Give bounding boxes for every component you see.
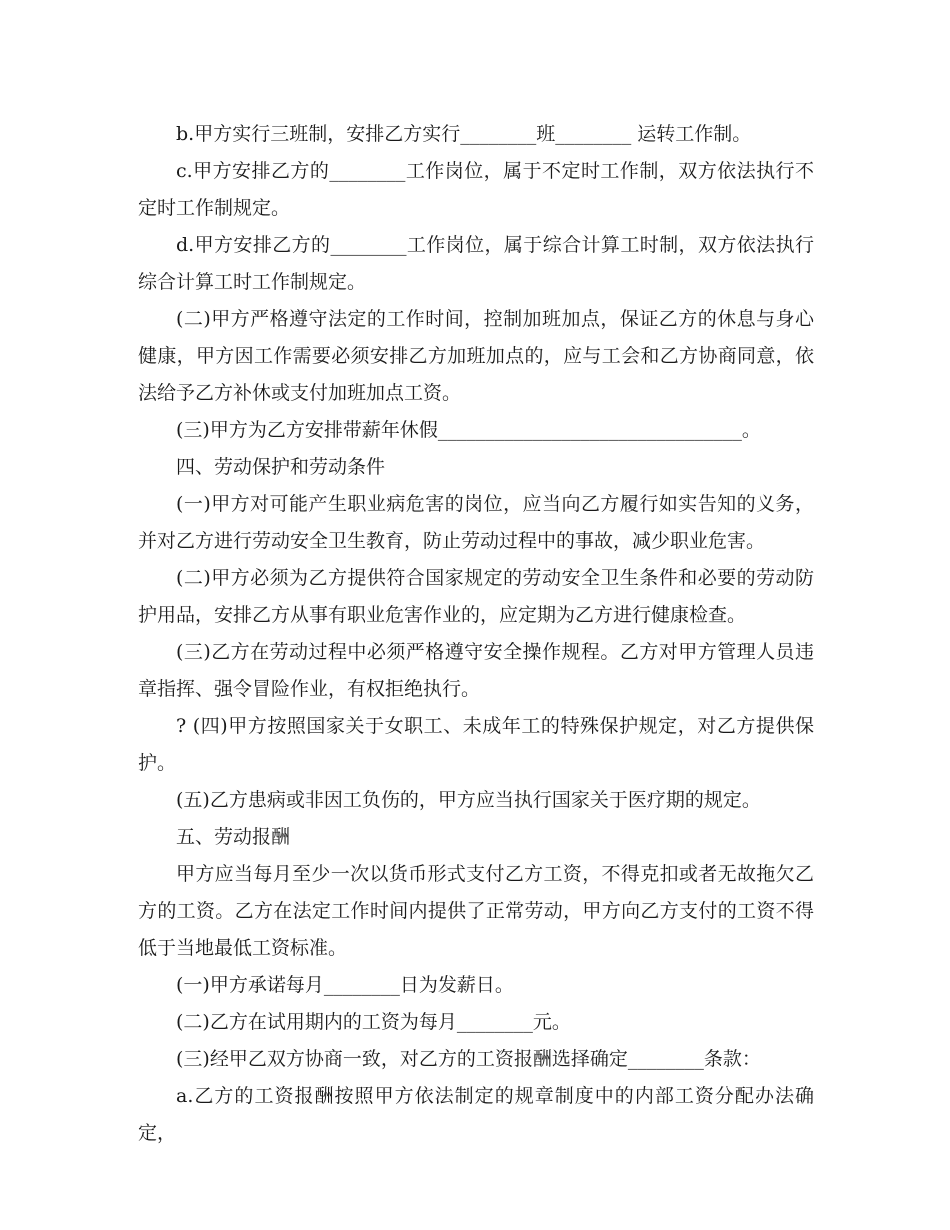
section-heading-labor-protection: 四、劳动保护和劳动条件 — [176, 456, 386, 478]
paragraph-probation-wage: (二)乙方在试用期内的工资为每月________元。 — [176, 1011, 571, 1033]
paragraph-occupational-hazard: (一)甲方对可能产生职业病危害的岗位，应当向乙方履行如实告知的义务，并对乙方进行劳动安全卫生教育，防止劳动过程中的事故，减少职业危害。 — [138, 493, 814, 552]
paragraph-overtime: (二)甲方严格遵守法定的工作时间，控制加班加点，保证乙方的休息与身心健康，甲方因工作需要必须安排乙方加班加点的，应与工会和乙方协商同意，依法给予乙方补休或支付加班加点工资。 — [138, 308, 814, 404]
paragraph-medical-period: (五)乙方患病或非因工负伤的，甲方应当执行国家关于医疗期的规定。 — [176, 789, 761, 811]
paragraph-safety-conditions: (二)甲方必须为乙方提供符合国家规定的劳动安全卫生条件和必要的劳动防护用品，安排乙方从事有职业危害作业的，应定期为乙方进行健康检查。 — [138, 567, 814, 626]
paragraph-special-protection: ? (四)甲方按照国家关于女职工、未成年工的特殊保护规定，对乙方提供保护。 — [138, 715, 814, 774]
paragraph-wage-clause: (三)经甲乙双方协商一致，对乙方的工资报酬选择确定________条款： — [176, 1048, 761, 1070]
paragraph-c-flexible-hours: c.甲方安排乙方的________工作岗位，属于不定时工作制，双方依法执行不定时工作制规定。 — [138, 160, 814, 219]
paragraph-d-comprehensive-hours: d.甲方安排乙方的________工作岗位，属于综合计算工时制，双方依法执行综合计算工时工作制规定。 — [138, 234, 814, 293]
paragraph-wage-payment: 甲方应当每月至少一次以货币形式支付乙方工资，不得克扣或者无故拖欠乙方的工资。乙方在法定工作时间内提供了正常劳动，甲方向乙方支付的工资不得低于当地最低工资标准。 — [138, 863, 814, 959]
paragraph-b-three-shift: b.甲方实行三班制，安排乙方实行________班________ 运转工作制。 — [176, 123, 752, 145]
document-body — [138, 116, 814, 1152]
section-heading-remuneration: 五、劳动报酬 — [176, 826, 291, 848]
paragraph-payday: (一)甲方承诺每月________日为发薪日。 — [176, 974, 514, 996]
paragraph-paid-leave: (三)甲方为乙方安排带薪年休假________________________________。 — [176, 419, 761, 441]
paragraph-wage-clause-a: a.乙方的工资报酬按照甲方依法制定的规章制度中的内部工资分配办法确定， — [138, 1085, 814, 1144]
paragraph-safety-rules: (三)乙方在劳动过程中必须严格遵守安全操作规程。乙方对甲方管理人员违章指挥、强令冒险作业，有权拒绝执行。 — [138, 641, 814, 700]
